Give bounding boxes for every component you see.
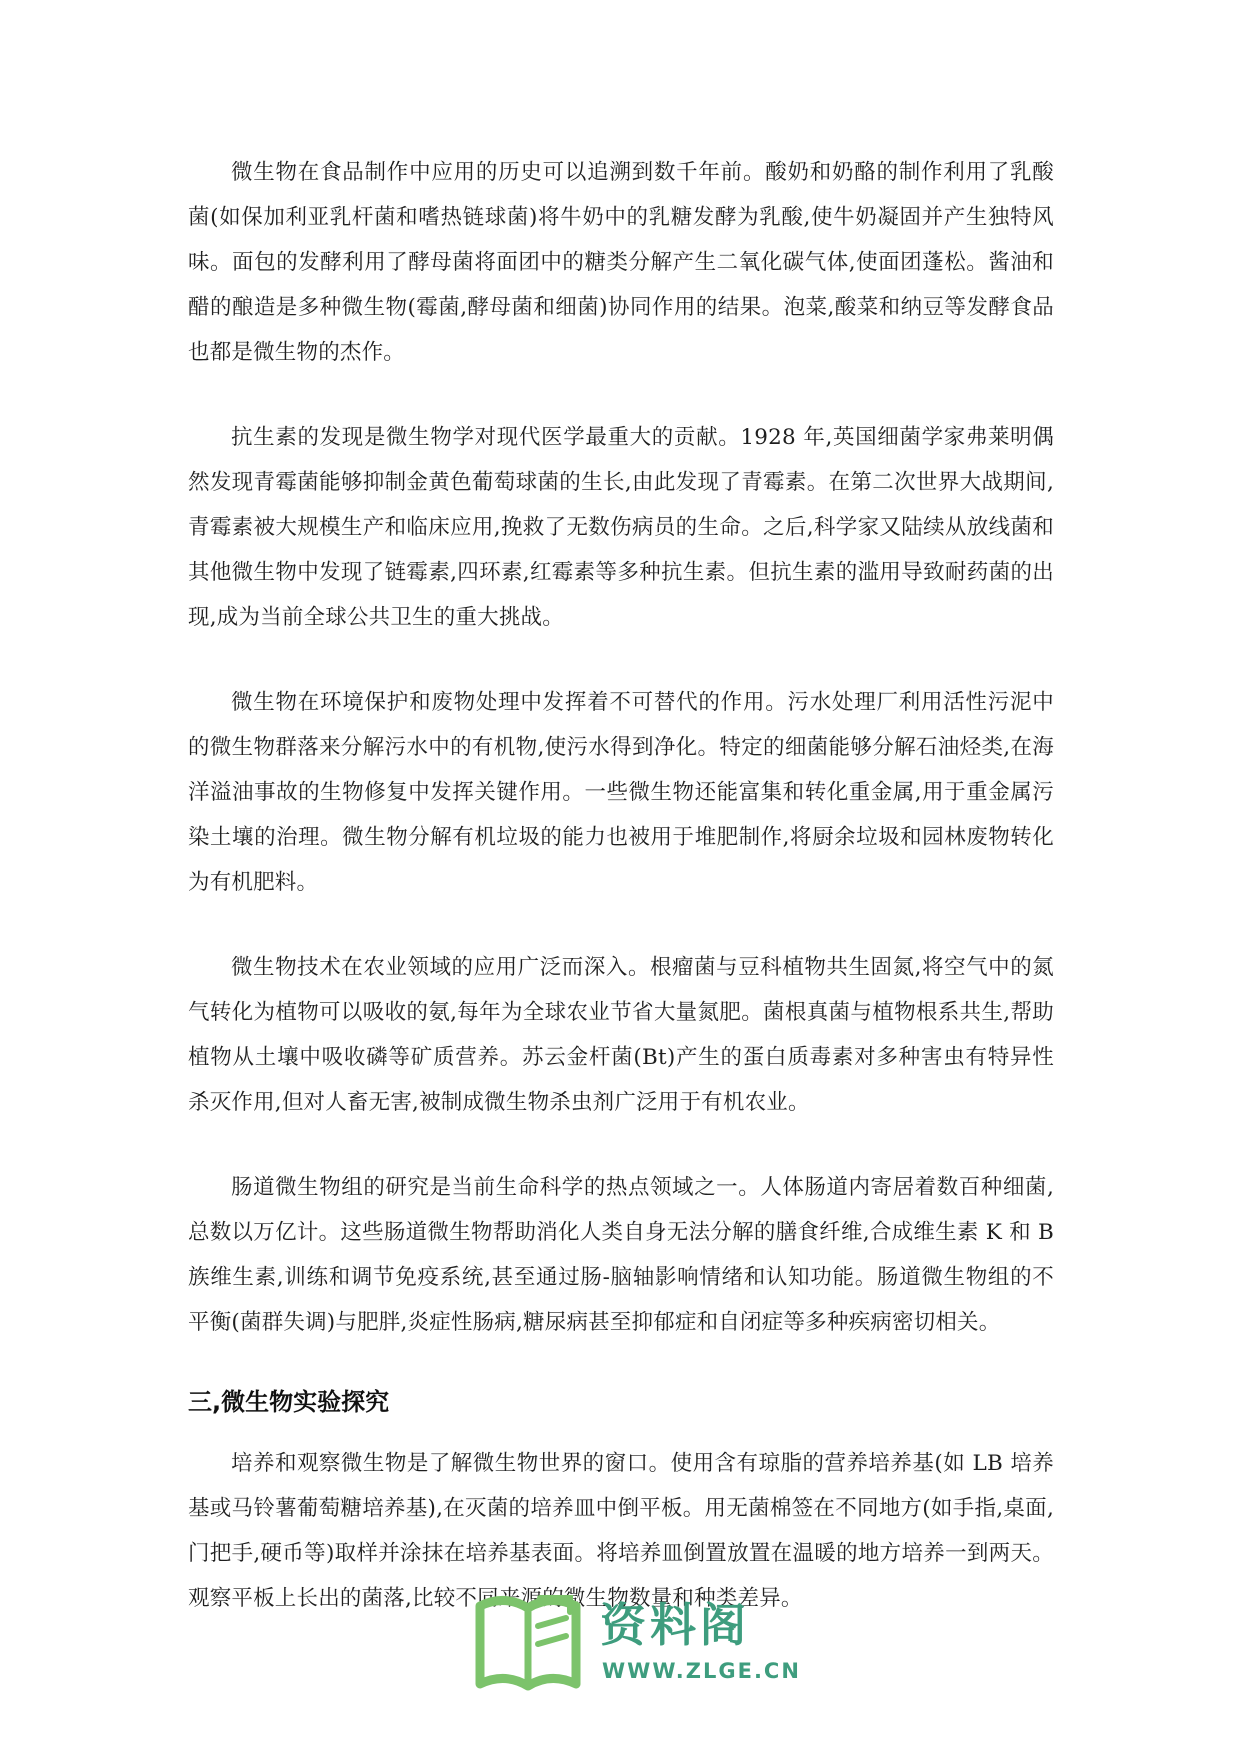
paragraph-lab-experiment: 培养和观察微生物是了解微生物世界的窗口。使用含有琼脂的营养培养基(如 LB 培养基或马铃薯葡萄糖培养基),在灭菌的培养皿中倒平板。用无菌棉签在不同地方(如手指,桌面,门把手,硬币等)取样并涂抹在培养基表面。将培养皿倒置放置在温暖的地方培养一到两天。观察平板上长出的菌落,比较不同来源的微生物数量和种类差异。 — [188, 1451, 1054, 1611]
book-logo-icon — [470, 1592, 588, 1696]
document-body — [188, 150, 1054, 1621]
paragraph-environment: 微生物在环境保护和废物处理中发挥着不可替代的作用。污水处理厂利用活性污泥中的微生物群落来分解污水中的有机物,使污水得到净化。特定的细菌能够分解石油烃类,在海洋溢油事故的生物修复中发挥关键作用。一些微生物还能富集和转化重金属,用于重金属污染土壤的治理。微生物分解有机垃圾的能力也被用于堆肥制作,将厨余垃圾和园林废物转化为有机肥料。 — [188, 690, 1054, 895]
paragraph-food-fermentation: 微生物在食品制作中应用的历史可以追溯到数千年前。酸奶和奶酪的制作利用了乳酸菌(如保加利亚乳杆菌和嗜热链球菌)将牛奶中的乳糖发酵为乳酸,使牛奶凝固并产生独特风味。面包的发酵利用了酵母菌将面团中的糖类分解产生二氧化碳气体,使面团蓬松。酱油和醋的酿造是多种微生物(霉菌,酵母菌和细菌)协同作用的结果。泡菜,酸菜和纳豆等发酵食品也都是微生物的杰作。 — [188, 160, 1054, 365]
watermark-url: WWW.ZLGE.CN — [602, 1659, 801, 1683]
paragraph-agriculture: 微生物技术在农业领域的应用广泛而深入。根瘤菌与豆科植物共生固氮,将空气中的氮气转化为植物可以吸收的氨,每年为全球农业节省大量氮肥。菌根真菌与植物根系共生,帮助植物从土壤中吸收磷等矿质营养。苏云金杆菌(Bt)产生的蛋白质毒素对多种害虫有特异性杀灭作用,但对人畜无害,被制成微生物杀虫剂广泛用于有机农业。 — [188, 955, 1054, 1115]
watermark-title: 资料阁 — [600, 1598, 750, 1652]
section-heading: 三,微生物实验探究 — [188, 1388, 390, 1416]
paragraph-gut-microbiome: 肠道微生物组的研究是当前生命科学的热点领域之一。人体肠道内寄居着数百种细菌,总数以万亿计。这些肠道微生物帮助消化人类自身无法分解的膳食纤维,合成维生素 K 和 B 族维生素,训练和调节免疫系统,甚至通过肠-脑轴影响情绪和认知功能。肠道微生物组的不平衡(菌群失调)与肥胖,炎症性肠病,糖尿病甚至抑郁症和自闭症等多种疾病密切相关。 — [188, 1175, 1054, 1335]
paragraph-antibiotics: 抗生素的发现是微生物学对现代医学最重大的贡献。1928 年,英国细菌学家弗莱明偶然发现青霉菌能够抑制金黄色葡萄球菌的生长,由此发现了青霉素。在第二次世界大战期间,青霉素被大规模生产和临床应用,挽救了无数伤病员的生命。之后,科学家又陆续从放线菌和其他微生物中发现了链霉素,四环素,红霉素等多种抗生素。但抗生素的滥用导致耐药菌的出现,成为当前全球公共卫生的重大挑战。 — [188, 425, 1054, 630]
watermark — [470, 1592, 801, 1702]
